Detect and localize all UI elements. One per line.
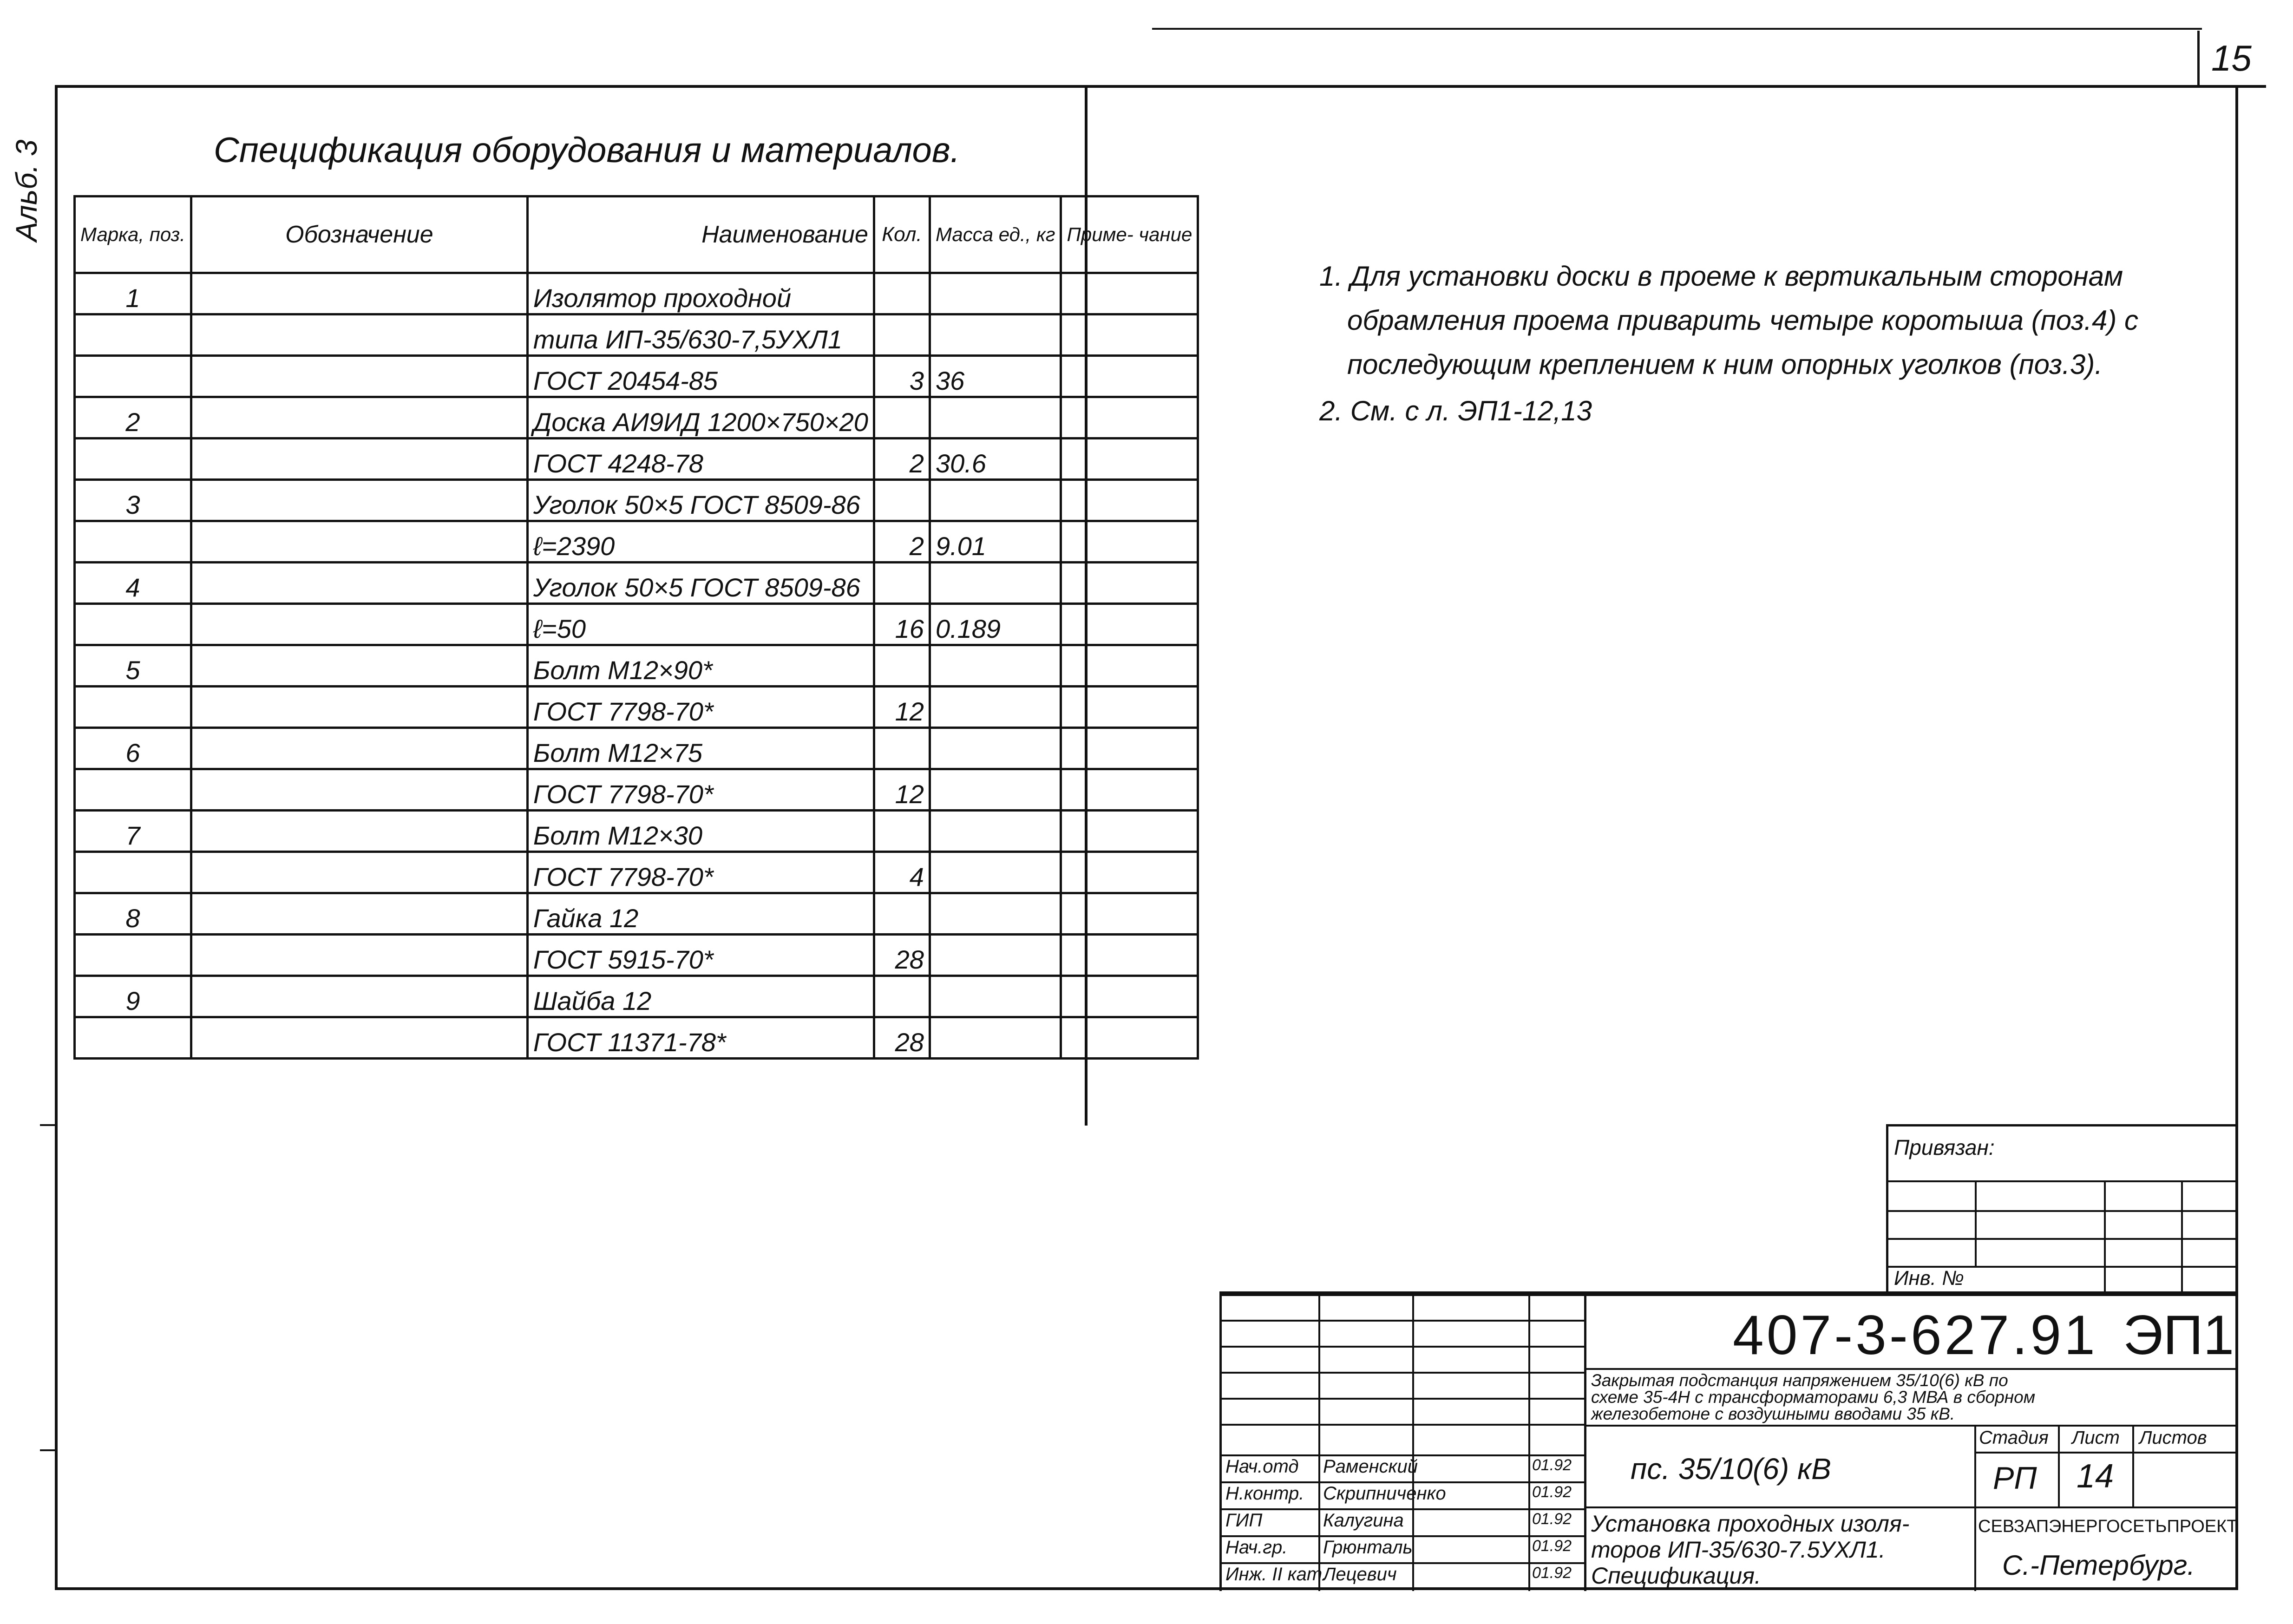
designation-cell (191, 563, 527, 604)
pos-cell (75, 314, 191, 356)
header-name: Наименование (527, 196, 874, 273)
name-cell: ℓ=50 (527, 604, 874, 645)
table-row (75, 314, 1198, 356)
signer-role: Нач.гр. (1225, 1537, 1288, 1558)
name-cell: Уголок 50×5 ГОСТ 8509-86 (527, 480, 874, 521)
note-cell (1061, 811, 1198, 852)
signer-date: 01.92 (1532, 1483, 1572, 1501)
qty-cell (874, 314, 930, 356)
qty-cell: 12 (874, 687, 930, 728)
mass-cell (930, 852, 1061, 893)
binding-inv-label: Инв. № (1894, 1267, 1964, 1290)
qty-cell: 2 (874, 439, 930, 480)
table-row (75, 273, 1198, 314)
qty-cell (874, 893, 930, 935)
qty-cell (874, 480, 930, 521)
designation-cell (191, 976, 527, 1017)
table-row (75, 811, 1198, 852)
mass-cell (930, 769, 1061, 811)
frame-top-line (55, 85, 2266, 88)
spec-title: Спецификация оборудования и материалов. (214, 131, 960, 170)
signer-name: Раменский (1323, 1456, 1418, 1477)
pos-cell (75, 439, 191, 480)
pos-cell: 6 (75, 728, 191, 769)
table-row (75, 439, 1198, 480)
mass-cell (930, 563, 1061, 604)
pos-cell (75, 356, 191, 397)
margin-note: Альб. 3 (10, 139, 43, 242)
signer-date: 01.92 (1532, 1564, 1572, 1582)
sheet-label: Лист (2072, 1428, 2120, 1448)
table-row (75, 397, 1198, 439)
note-cell (1061, 769, 1198, 811)
note-cell (1061, 645, 1198, 687)
stage-value: РП (1993, 1460, 2037, 1496)
designation-cell (191, 604, 527, 645)
drawing-title-3: Спецификация. (1591, 1563, 1761, 1589)
signer-name: Грюнталь (1323, 1537, 1413, 1558)
designation-cell (191, 273, 527, 314)
table-row (75, 687, 1198, 728)
mass-cell: 30.6 (930, 439, 1061, 480)
signer-role: ГИП (1225, 1510, 1263, 1531)
note-cell (1061, 1017, 1198, 1059)
qty-cell: 4 (874, 852, 930, 893)
note-cell (1061, 687, 1198, 728)
name-cell: ГОСТ 11371-78* (527, 1017, 874, 1059)
drawing-title-1: Установка проходных изоля- (1591, 1511, 1910, 1537)
project-desc-2: схеме 35-4Н с трансформаторами 6,3 МВА в сборном (1591, 1388, 2036, 1407)
qty-cell: 3 (874, 356, 930, 397)
note-cell (1061, 976, 1198, 1017)
table-row (75, 521, 1198, 563)
mass-cell (930, 273, 1061, 314)
qty-cell: 28 (874, 1017, 930, 1059)
pos-cell: 1 (75, 273, 191, 314)
pos-cell (75, 604, 191, 645)
header-qty: Кол. (874, 196, 930, 273)
mass-cell (930, 645, 1061, 687)
qty-cell: 2 (874, 521, 930, 563)
name-cell: Уголок 50×5 ГОСТ 8509-86 (527, 563, 874, 604)
designation-cell (191, 397, 527, 439)
note-cell (1061, 314, 1198, 356)
note-cell (1061, 563, 1198, 604)
pos-cell (75, 687, 191, 728)
table-row (75, 769, 1198, 811)
name-cell: Гайка 12 (527, 893, 874, 935)
substation-name: пс. 35/10(6) кВ (1631, 1452, 1831, 1486)
name-cell: ГОСТ 5915-70* (527, 935, 874, 976)
qty-cell (874, 728, 930, 769)
signer-name: Калугина (1323, 1510, 1404, 1531)
mass-cell (930, 728, 1061, 769)
title-block (1219, 1291, 2238, 1591)
signer-role: Инж. II кат. (1225, 1564, 1327, 1585)
qty-cell (874, 273, 930, 314)
qty-cell (874, 397, 930, 439)
name-cell: Болт М12×90* (527, 645, 874, 687)
mass-cell (930, 397, 1061, 439)
signer-date: 01.92 (1532, 1510, 1572, 1528)
designation-cell (191, 852, 527, 893)
note-cell (1061, 604, 1198, 645)
stage-label: Стадия (1979, 1428, 2049, 1448)
note-line-4: 2. См. с л. ЭП1-12,13 (1319, 395, 1592, 426)
sheet-number: 15 (2211, 38, 2252, 79)
name-cell: типа ИП-35/630-7,5УХЛ1 (527, 314, 874, 356)
header-designation: Обозначение (191, 196, 527, 273)
signer-date: 01.92 (1532, 1537, 1572, 1555)
name-cell: ℓ=2390 (527, 521, 874, 563)
table-row (75, 480, 1198, 521)
signer-role: Н.контр. (1225, 1483, 1304, 1504)
pos-cell (75, 1017, 191, 1059)
pos-cell: 8 (75, 893, 191, 935)
designation-cell (191, 811, 527, 852)
note-cell (1061, 356, 1198, 397)
pos-cell: 2 (75, 397, 191, 439)
qty-cell (874, 811, 930, 852)
name-cell: Болт М12×30 (527, 811, 874, 852)
signer-name: Скрипниченко (1323, 1483, 1446, 1504)
pos-cell: 9 (75, 976, 191, 1017)
signer-date: 01.92 (1532, 1456, 1572, 1474)
drawing-title-2: торов ИП-35/630-7.5УХЛ1. (1591, 1537, 1886, 1563)
binding-tick-1 (40, 1124, 57, 1126)
name-cell: Болт М12×75 (527, 728, 874, 769)
pos-cell (75, 769, 191, 811)
sheet-value: 14 (2077, 1458, 2114, 1495)
note-cell (1061, 521, 1198, 563)
table-row (75, 356, 1198, 397)
doc-suffix: ЭП1 (2123, 1304, 2234, 1366)
spec-header-row (75, 196, 1198, 273)
note-line-3: последующим креплением к ним опорных уголков (поз.3). (1347, 349, 2103, 380)
note-cell (1061, 935, 1198, 976)
designation-cell (191, 687, 527, 728)
sheet-number-box-left (2197, 31, 2200, 86)
note-cell (1061, 273, 1198, 314)
binding-label: Привязан: (1894, 1135, 1995, 1159)
mass-cell (930, 314, 1061, 356)
designation-cell (191, 1017, 527, 1059)
name-cell: ГОСТ 7798-70* (527, 687, 874, 728)
note-cell (1061, 852, 1198, 893)
note-cell (1061, 397, 1198, 439)
name-cell: ГОСТ 7798-70* (527, 852, 874, 893)
qty-cell (874, 976, 930, 1017)
table-row (75, 976, 1198, 1017)
qty-cell: 12 (874, 769, 930, 811)
mass-cell: 9.01 (930, 521, 1061, 563)
table-row (75, 728, 1198, 769)
mass-cell (930, 935, 1061, 976)
designation-cell (191, 728, 527, 769)
top-rule (1152, 28, 2202, 30)
table-row (75, 1017, 1198, 1059)
header-note: Приме- чание (1061, 196, 1198, 273)
mass-cell (930, 687, 1061, 728)
pos-cell: 5 (75, 645, 191, 687)
spec-table (73, 195, 1199, 1060)
table-row (75, 645, 1198, 687)
mass-cell: 0.189 (930, 604, 1061, 645)
qty-cell: 16 (874, 604, 930, 645)
designation-cell (191, 935, 527, 976)
frame-left-line (55, 85, 58, 1590)
note-cell (1061, 480, 1198, 521)
name-cell: ГОСТ 7798-70* (527, 769, 874, 811)
mass-cell (930, 976, 1061, 1017)
organization-name: СЕВЗАПЭНЕРГОСЕТЬПРОЕКТ (1978, 1517, 2238, 1536)
mass-cell (930, 1017, 1061, 1059)
header-mass: Масса ед., кг (930, 196, 1061, 273)
qty-cell: 28 (874, 935, 930, 976)
mass-cell: 36 (930, 356, 1061, 397)
project-desc-1: Закрытая подстанция напряжением 35/10(6) кВ по (1591, 1371, 2008, 1390)
note-cell (1061, 893, 1198, 935)
pos-cell: 7 (75, 811, 191, 852)
pos-cell (75, 852, 191, 893)
project-desc-3: железобетоне с воздушными вводами 35 кВ. (1591, 1404, 1955, 1423)
name-cell: Изолятор проходной (527, 273, 874, 314)
sheets-label: Листов (2139, 1428, 2207, 1448)
designation-cell (191, 645, 527, 687)
mass-cell (930, 811, 1061, 852)
note-line-1: 1. Для установки доски в проеме к вертикальным сторонам (1319, 261, 2123, 292)
designation-cell (191, 769, 527, 811)
organization-city: С.-Петербург. (2002, 1550, 2195, 1581)
pos-cell: 4 (75, 563, 191, 604)
mass-cell (930, 893, 1061, 935)
name-cell: ГОСТ 20454-85 (527, 356, 874, 397)
header-mark: Марка, поз. (75, 196, 191, 273)
doc-code: 407-3-627.91 (1733, 1304, 2098, 1366)
table-row (75, 893, 1198, 935)
pos-cell: 3 (75, 480, 191, 521)
name-cell: Шайба 12 (527, 976, 874, 1017)
name-cell: ГОСТ 4248-78 (527, 439, 874, 480)
note-cell (1061, 728, 1198, 769)
signer-name: Лецевич (1323, 1564, 1397, 1585)
designation-cell (191, 521, 527, 563)
pos-cell (75, 935, 191, 976)
mass-cell (930, 480, 1061, 521)
designation-cell (191, 480, 527, 521)
qty-cell (874, 645, 930, 687)
table-row (75, 852, 1198, 893)
designation-cell (191, 439, 527, 480)
table-row (75, 604, 1198, 645)
pos-cell (75, 521, 191, 563)
designation-cell (191, 356, 527, 397)
note-line-2: обрамления проема приварить четыре коротыша (поз.4) с (1347, 305, 2138, 336)
binding-block (1886, 1124, 2238, 1294)
name-cell: Доска АИ9ИД 1200×750×20 (527, 397, 874, 439)
signer-role: Нач.отд (1225, 1456, 1299, 1477)
designation-cell (191, 893, 527, 935)
qty-cell (874, 563, 930, 604)
note-cell (1061, 439, 1198, 480)
table-row (75, 563, 1198, 604)
table-row (75, 935, 1198, 976)
binding-tick-2 (40, 1449, 57, 1451)
designation-cell (191, 314, 527, 356)
